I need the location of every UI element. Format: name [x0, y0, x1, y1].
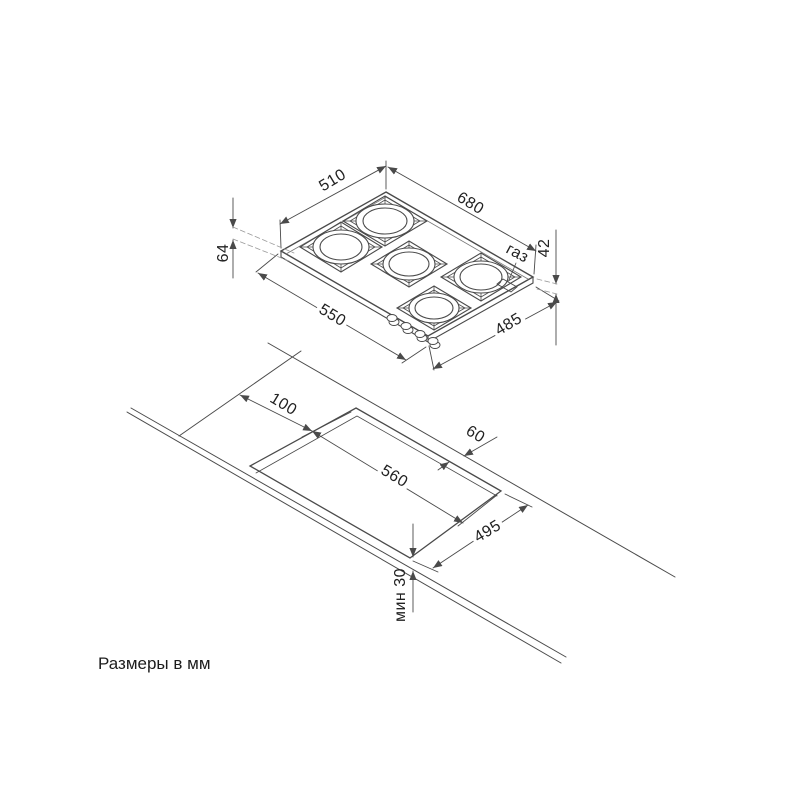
- cutout-inner-wall: [256, 416, 497, 496]
- ext-line: [413, 561, 438, 572]
- ext-line: [256, 254, 278, 272]
- cutout-dimensions: [240, 395, 532, 612]
- dim-label-42: 42: [536, 238, 553, 258]
- dim-label-64: 64: [215, 243, 232, 263]
- dim-label-100: 100: [264, 389, 302, 420]
- worktop-back-edge: [268, 343, 675, 577]
- burner-middle: [371, 241, 447, 287]
- ref-dashes-42: [537, 279, 557, 294]
- dim-label-60: 60: [462, 422, 488, 447]
- worktop-front-edge-lower: [127, 412, 561, 663]
- dim-label-510: 510: [316, 166, 350, 196]
- burner-right: [441, 253, 521, 301]
- dim-label-495: 495: [469, 516, 507, 547]
- dim-label-560: 560: [375, 461, 413, 492]
- dim-label-min30: мин 30: [392, 567, 409, 623]
- dim-label-485: 485: [490, 309, 528, 340]
- units-note: Размеры в мм: [98, 654, 211, 673]
- dim-label-680: 680: [453, 189, 487, 219]
- ref-dashes-64: [233, 227, 294, 261]
- dim-label-550: 550: [313, 300, 351, 331]
- ext-line: [402, 347, 426, 363]
- gas-label: газ: [503, 240, 532, 267]
- ext-line: [429, 346, 434, 370]
- cutout-opening: [250, 408, 501, 558]
